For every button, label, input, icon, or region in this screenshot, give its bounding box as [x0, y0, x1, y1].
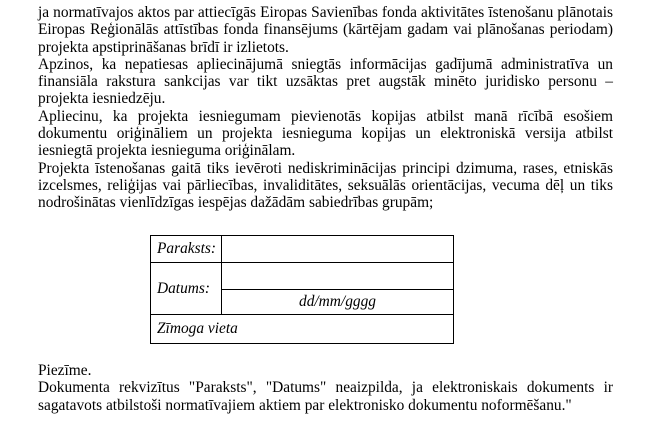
signature-label: Paraksts:	[151, 236, 222, 263]
paragraph-copies: Apliecinu, ka projekta iesniegumam pievienotās kopijas atbilst manā rīcībā esošiem dokumentu oriģināliem un projekta iesnieguma kopijas un elektroniskā versija atbilst iesniegtā projekta iesnieguma oriģinālam.	[38, 107, 613, 160]
note-heading: Piezīme.	[38, 362, 92, 379]
paragraph-sanctions: Apzinos, ka nepatiesas apliecinājumā sniegtās informācijas gadījumā administratīva un finansiāla rakstura sankcijas var tikt uzsāktas pret augstāk minēto juridisko personu – projekta iesniedzēju.	[38, 55, 613, 108]
paragraph-funding: ja normatīvajos aktos par attiecīgās Eiropas Savienības fonda aktivitātes īstenošanu plānotais Eiropas Reģionālās attīstības fonda finansējums (kārtējam gadam vai plānošanas periodam) projekta apstiprināšanas brīdī ir izlietots.	[38, 4, 613, 56]
note-text: Dokumenta rekvizītus "Paraksts", "Datums" neaizpilda, ja elektroniskais dokuments ir sagatavots atbilstoši normatīvajiem aktiem par elektronisko dokumentu noformēšanu."	[38, 379, 613, 414]
signature-field	[222, 236, 454, 263]
date-format-hint: dd/mm/gggg	[222, 290, 454, 315]
date-label: Datums:	[151, 263, 222, 315]
date-field	[222, 263, 454, 290]
paragraph-nondiscrimination: Projekta īstenošanas gaitā tiks ievēroti nediskriminācijas principi dzimuma, rases, etniskās izcelsmes, reliģijas vai pārliecības, invaliditātes, seksuālās orientācijas, vecuma dēļ un tiks nodrošinātas vienlīdzīgas iespējas dažādām sabiedrības grupām;	[38, 159, 613, 212]
seal-place-label: Zīmoga vieta	[151, 315, 454, 344]
note-section	[38, 362, 613, 414]
document-body	[38, 4, 613, 212]
signature-table	[150, 235, 454, 344]
